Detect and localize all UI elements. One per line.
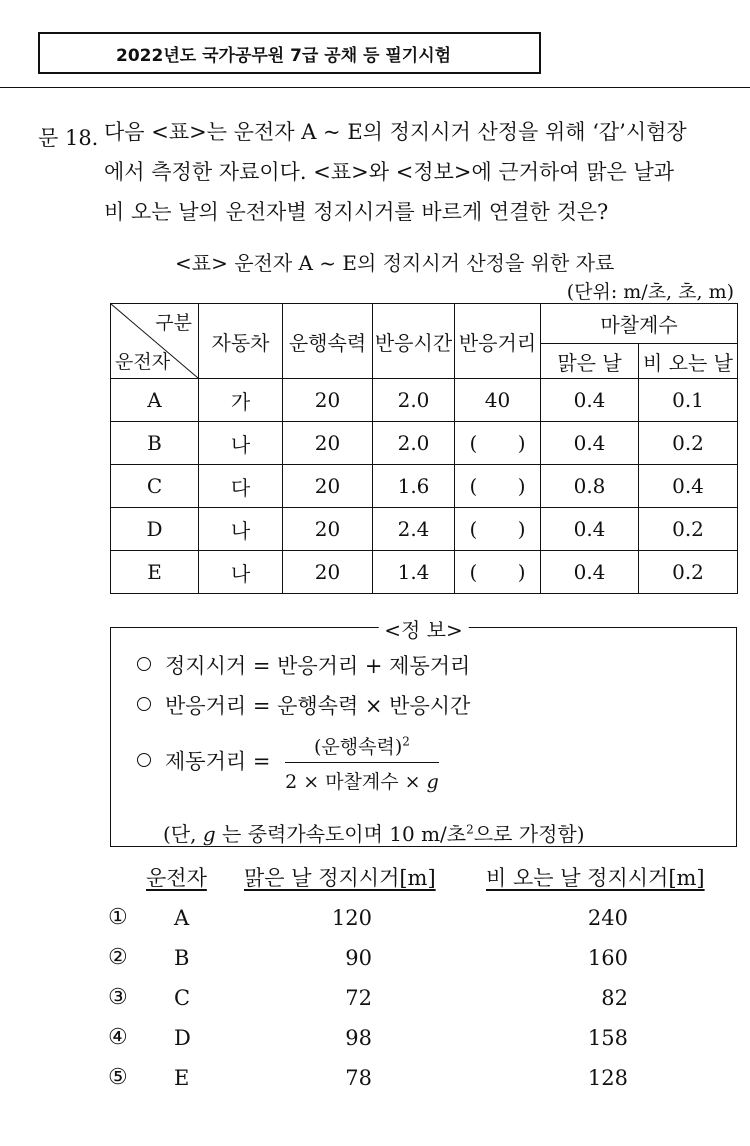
info-line-3: [137, 732, 439, 794]
cell-car: 가: [199, 379, 283, 422]
option-rain-value: 82: [601, 986, 628, 1010]
option-number: ⑤: [108, 1065, 128, 1090]
cell-driver: C: [111, 465, 199, 508]
options-header-clear: 맑은 날 정지시거[m]: [244, 866, 436, 890]
cell-car: 나: [199, 508, 283, 551]
cell-speed: 20: [283, 465, 373, 508]
cell-reaction-time: 1.6: [373, 465, 455, 508]
cell-reaction-distance-blank: [455, 422, 541, 465]
option-clear-value: 120: [331, 906, 372, 930]
table-row: [111, 551, 738, 594]
cell-speed: 20: [283, 508, 373, 551]
paren-close: ): [517, 517, 526, 541]
option-number: ④: [108, 1025, 128, 1050]
option-rain-value: 128: [587, 1066, 628, 1090]
note-exponent: 2: [466, 822, 474, 837]
option-clear-value: 90: [345, 946, 372, 970]
cell-driver: B: [111, 422, 199, 465]
option-number: ①: [108, 905, 128, 930]
bullet-circle-icon: [137, 753, 151, 767]
cell-speed: 20: [283, 422, 373, 465]
table-corner-cell: [111, 304, 199, 379]
cell-speed: 20: [283, 551, 373, 594]
option-driver: B: [174, 946, 190, 970]
denominator-text: 2 × 마찰계수 ×: [285, 771, 421, 793]
table-row: [111, 508, 738, 551]
data-table: [110, 303, 738, 594]
table-row: [111, 379, 738, 422]
question-line-2: 에서 측정한 자료이다. <표>와 <정보>에 근거하여 맑은 날과: [104, 160, 675, 184]
cell-speed: 20: [283, 379, 373, 422]
note-open: (단,: [163, 822, 197, 846]
bullet-circle-icon: [137, 657, 151, 671]
option-driver: C: [174, 986, 191, 1010]
header-speed: 운행속력: [283, 304, 373, 379]
option-number: ②: [108, 945, 128, 970]
options-header-driver: 운전자: [146, 866, 207, 890]
cell-reaction-time: 2.0: [373, 379, 455, 422]
cell-driver: E: [111, 551, 199, 594]
braking-distance-fraction: [285, 732, 439, 794]
paren-open: (: [469, 431, 478, 455]
subheader-rain: 비 오는 날: [639, 344, 738, 379]
cell-reaction-time: 2.4: [373, 508, 455, 551]
cell-friction-rain: 0.2: [639, 551, 738, 594]
info-line-1-text: 정지시거 = 반응거리 + 제동거리: [165, 654, 471, 678]
cell-friction-clear: 0.4: [541, 551, 639, 594]
cell-driver: A: [111, 379, 199, 422]
info-line-2: [137, 690, 470, 720]
exam-header-box: [38, 32, 541, 74]
cell-friction-clear: 0.4: [541, 422, 639, 465]
cell-reaction-distance-blank: [455, 508, 541, 551]
header-friction: 마찰계수: [541, 304, 738, 344]
corner-top-label: 구분: [155, 312, 192, 334]
note-end: 으로 가정함): [473, 822, 585, 846]
cell-friction-rain: 0.1: [639, 379, 738, 422]
question-line-1: 다음 <표>는 운전자 A ~ E의 정지시거 산정을 위해 ‘갑’시험장: [104, 120, 687, 144]
option-clear-value: 72: [345, 986, 372, 1010]
fraction-denominator: [285, 763, 439, 794]
table-title: <표> 운전자 A ~ E의 정지시거 산정을 위한 자료: [175, 251, 615, 275]
paren-open: (: [469, 474, 478, 498]
info-box: [110, 618, 737, 847]
option-rain-value: 158: [587, 1026, 628, 1050]
header-reaction-time: 반응시간: [373, 304, 455, 379]
option-clear-value: 98: [345, 1026, 372, 1050]
table-row: [111, 465, 738, 508]
cell-reaction-distance: 40: [455, 379, 541, 422]
option-driver: E: [174, 1066, 190, 1090]
cell-friction-clear: 0.4: [541, 508, 639, 551]
header-car: 자동차: [199, 304, 283, 379]
cell-friction-rain: 0.4: [639, 465, 738, 508]
cell-friction-rain: 0.2: [639, 422, 738, 465]
numerator-text: (운행속력): [314, 736, 403, 758]
option-driver: A: [174, 906, 190, 930]
question-number: 문 18.: [38, 126, 99, 150]
table-unit: (단위: m/초, 초, m): [566, 281, 734, 303]
option-rain-value: 240: [587, 906, 628, 930]
table-row: [111, 422, 738, 465]
header-rule: [0, 87, 750, 88]
option-rain-value: 160: [587, 946, 628, 970]
exam-title: 2022년도 국가공무원 7급 공채 등 필기시험: [116, 45, 452, 66]
info-title: <정 보>: [378, 614, 469, 643]
info-line-1: [137, 650, 470, 680]
cell-car: 나: [199, 551, 283, 594]
paren-open: (: [469, 560, 478, 584]
paren-close: ): [517, 431, 526, 455]
cell-reaction-distance-blank: [455, 551, 541, 594]
option-clear-value: 78: [345, 1066, 372, 1090]
option-number: ③: [108, 985, 128, 1010]
cell-friction-clear: 0.8: [541, 465, 639, 508]
question-line-3: 비 오는 날의 운전자별 정지시거를 바르게 연결한 것은?: [104, 200, 609, 224]
corner-bottom-label: 운전자: [115, 351, 171, 373]
option-driver: D: [174, 1026, 191, 1050]
gravity-symbol: g: [426, 771, 439, 793]
subheader-clear: 맑은 날: [541, 344, 639, 379]
info-line-3-lhs: 제동거리 =: [165, 749, 271, 774]
cell-friction-rain: 0.2: [639, 508, 738, 551]
note-gravity-symbol: g: [202, 822, 216, 846]
paren-open: (: [469, 517, 478, 541]
numerator-exponent: 2: [402, 734, 410, 749]
cell-friction-clear: 0.4: [541, 379, 639, 422]
info-note: [163, 818, 585, 847]
header-reaction-distance: 반응거리: [455, 304, 541, 379]
paren-close: ): [517, 474, 526, 498]
cell-reaction-time: 2.0: [373, 422, 455, 465]
cell-reaction-time: 1.4: [373, 551, 455, 594]
bullet-circle-icon: [137, 697, 151, 711]
info-line-2-text: 반응거리 = 운행속력 × 반응시간: [165, 694, 471, 718]
cell-car: 다: [199, 465, 283, 508]
note-middle: 는 중력가속도이며 10 m/초: [222, 822, 467, 846]
options-header-rain: 비 오는 날 정지시거[m]: [486, 866, 705, 890]
fraction-numerator: [285, 732, 439, 763]
cell-reaction-distance-blank: [455, 465, 541, 508]
paren-close: ): [517, 560, 526, 584]
cell-driver: D: [111, 508, 199, 551]
cell-car: 나: [199, 422, 283, 465]
